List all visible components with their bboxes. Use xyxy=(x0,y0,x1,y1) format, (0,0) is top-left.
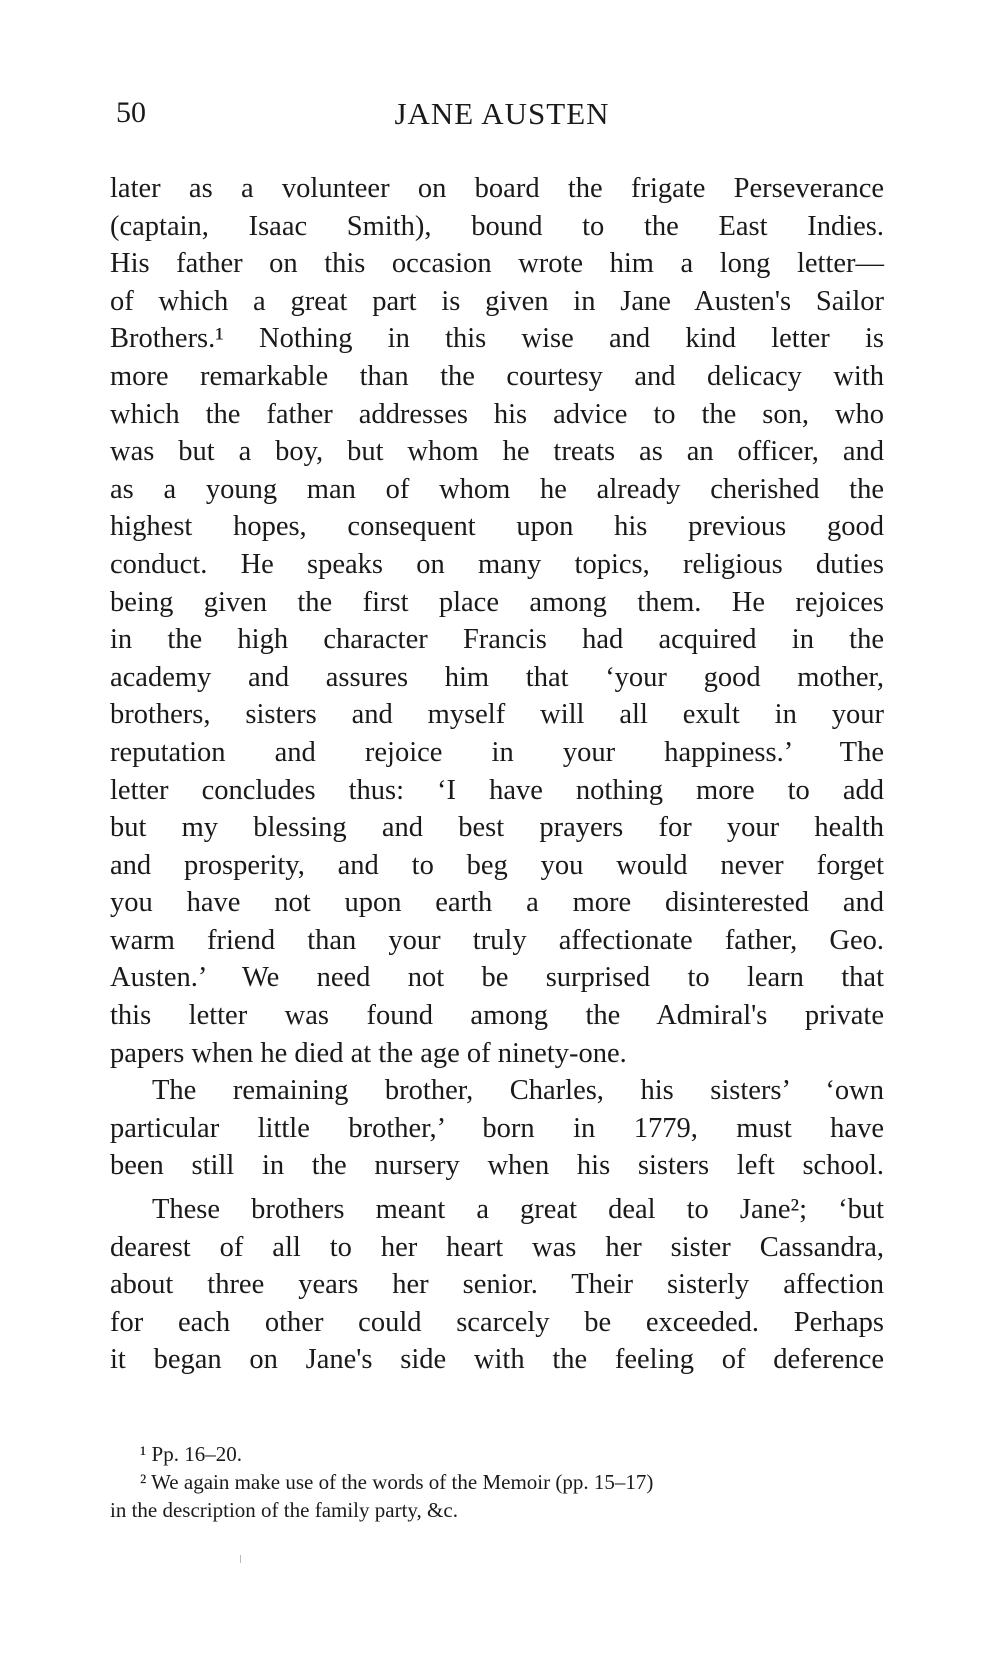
text-line: it began on Jane's side with the feeling of deference xyxy=(110,1344,884,1376)
text-line: dearest of all to her heart was her sister Cassandra, xyxy=(110,1231,884,1263)
text-line: this letter was found among the Admiral's private xyxy=(110,1000,884,1032)
footnote-1: ¹ Pp. 16–20. xyxy=(140,1442,242,1466)
text-line: and prosperity, and to beg you would never forget xyxy=(110,849,884,881)
footnote-2: ² We again make use of the words of the Memoir (pp. 15–17) xyxy=(140,1470,654,1494)
text-line: as a young man of whom he already cherished the xyxy=(110,473,884,505)
text-line: academy and assures him that ‘your good mother, xyxy=(110,661,884,693)
body-text xyxy=(110,170,884,1379)
text-line: His father on this occasion wrote him a long letter— xyxy=(110,248,884,280)
page-number: 50 xyxy=(116,96,146,129)
text-line: The remaining brother, Charles, his sisters’ ‘own xyxy=(152,1075,884,1107)
text-line: reputation and rejoice in your happiness.’ The xyxy=(110,736,884,768)
footnote-2-continued: in the description of the family party, &c. xyxy=(110,1498,458,1522)
text-line: later as a volunteer on board the frigate Perseverance xyxy=(110,173,884,204)
text-line: which the father addresses his advice to the son, who xyxy=(110,398,884,430)
text-line: brothers, sisters and myself will all exult in your xyxy=(110,699,884,731)
running-head: JANE AUSTEN xyxy=(394,96,610,131)
text-line: letter concludes thus: ‘I have nothing more to add xyxy=(110,774,884,806)
text-line: about three years her senior. Their sisterly affection xyxy=(110,1269,884,1301)
text-line: Brothers.¹ Nothing in this wise and kind letter is xyxy=(110,323,884,355)
text-line: you have not upon earth a more disinterested and xyxy=(110,887,884,919)
text-line: being given the first place among them. He rejoices xyxy=(110,586,884,618)
print-mark xyxy=(240,1555,241,1563)
text-line: warm friend than your truly affectionate father, Geo. xyxy=(110,924,884,956)
text-line: in the high character Francis had acquired in the xyxy=(110,624,884,656)
page-header xyxy=(116,96,888,136)
text-line: of which a great part is given in Jane Austen's Sailor xyxy=(110,285,884,317)
text-line: but my blessing and best prayers for your health xyxy=(110,812,884,844)
footnotes xyxy=(110,1440,884,1524)
text-line: Austen.’ We need not be surprised to learn that xyxy=(110,962,884,994)
text-line: particular little brother,’ born in 1779, must have xyxy=(110,1112,884,1144)
text-line: papers when he died at the age of ninety-one. xyxy=(110,1037,627,1069)
text-line: (captain, Isaac Smith), bound to the East Indies. xyxy=(110,210,884,242)
text-line: These brothers meant a great deal to Jane²; ‘but xyxy=(152,1194,884,1226)
text-line: been still in the nursery when his sisters left school. xyxy=(110,1150,884,1182)
text-line: more remarkable than the courtesy and delicacy with xyxy=(110,360,884,392)
text-line: was but a boy, but whom he treats as an officer, and xyxy=(110,436,884,468)
text-line: highest hopes, consequent upon his previous good xyxy=(110,511,884,543)
text-line: for each other could scarcely be exceeded. Perhaps xyxy=(110,1306,884,1338)
text-line: conduct. He speaks on many topics, religious duties xyxy=(110,548,884,580)
